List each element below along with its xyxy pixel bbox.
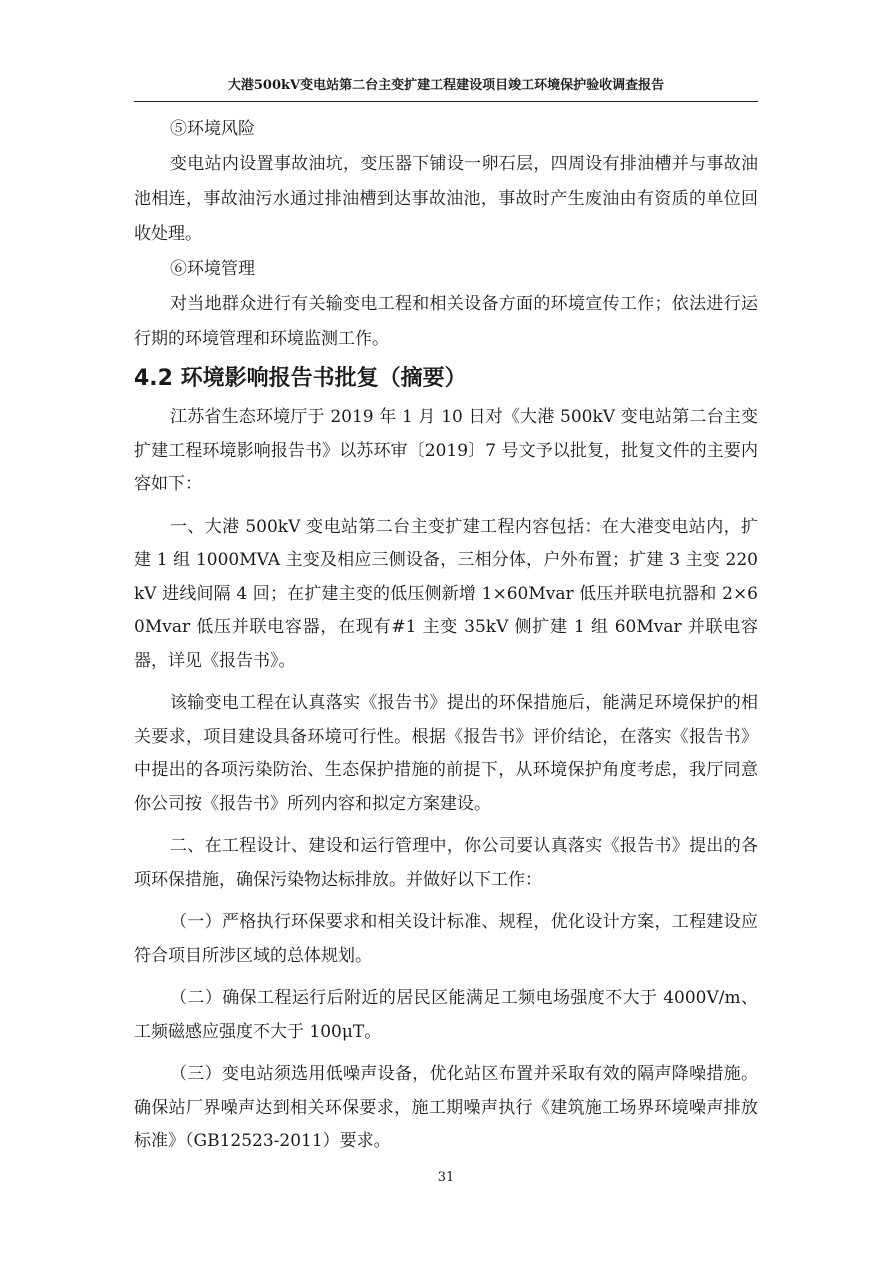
page-content bbox=[134, 112, 758, 1159]
subsection-heading-env-management: ⑥环境管理 bbox=[170, 259, 255, 279]
paragraph-feasibility: 该输变电工程在认真落实《报告书》提出的环保措施后，能满足环境保护的相关要求，项目建设具备环境可行性。根据《报告书》评价结论，在落实《报告书》中提出的各项污染防治、生态保护措施的前提下，从环境保护角度考虑，我厅同意你公司按《报告书》所列内容和拟定方案建设。 bbox=[134, 693, 758, 814]
header-divider bbox=[134, 101, 758, 102]
paragraph-requirement-1: （一）严格执行环保要求和相关设计标准、规程，优化设计方案，工程建设应符合项目所涉区域的总体规划。 bbox=[134, 912, 758, 966]
running-header-title: 大港500kV变电站第二台主变扩建工程建设项目竣工环境保护验收调查报告 bbox=[227, 78, 665, 93]
paragraph-project-scope: 一、大港 500kV 变电站第二台主变扩建工程内容包括：在大港变电站内，扩建 1 组 1000MVA 主变及相应三侧设备，三相分体，户外布置；扩建 3 主变 220kV 进线间隔 4 回；在扩建主变的低压侧新增 1×60Mvar 低压并联电抗器和 2×60Mvar 低压并联电容器，在现有#1 主变 35kV 侧扩建 1 组 60Mvar 并联电容器，详见《报告书》。 bbox=[134, 516, 758, 671]
paragraph-requirement-2: （二）确保工程运行后附近的居民区能满足工频电场强度不大于 4000V/m、工频磁感应强度不大于 100μT。 bbox=[134, 988, 758, 1042]
paragraph-requirements-intro: 二、在工程设计、建设和运行管理中，你公司要认真落实《报告书》提出的各项环保措施，确保污染物达标排放。并做好以下工作： bbox=[134, 836, 758, 890]
paragraph-requirement-3: （三）变电站须选用低噪声设备，优化站区布置并采取有效的隔声降噪措施。确保站厂界噪声达到相关环保要求，施工期噪声执行《建筑施工场界环境噪声排放标准》（GB12523-2011）要求。 bbox=[134, 1064, 758, 1151]
section-heading-4-2: 4.2 环境影响报告书批复（摘要） bbox=[134, 366, 467, 391]
subsection-heading-env-risk: ⑤环境风险 bbox=[170, 119, 255, 139]
paragraph-env-management: 对当地群众进行有关输变电工程和相关设备方面的环境宣传工作；依法进行运行期的环境管理和环境监测工作。 bbox=[134, 294, 758, 349]
paragraph-env-risk: 变电站内设置事故油坑，变压器下铺设一卵石层，四周设有排油槽并与事故油池相连，事故油污水通过排油槽到达事故油池，事故时产生废油由有资质的单位回收处理。 bbox=[134, 154, 758, 244]
page-number: 31 bbox=[437, 1170, 455, 1185]
paragraph-approval-intro: 江苏省生态环境厅于 2019 年 1 月 10 日对《大港 500kV 变电站第二台主变扩建工程环境影响报告书》以苏环审〔2019〕7 号文予以批复，批复文件的主要内容如下： bbox=[134, 407, 758, 494]
